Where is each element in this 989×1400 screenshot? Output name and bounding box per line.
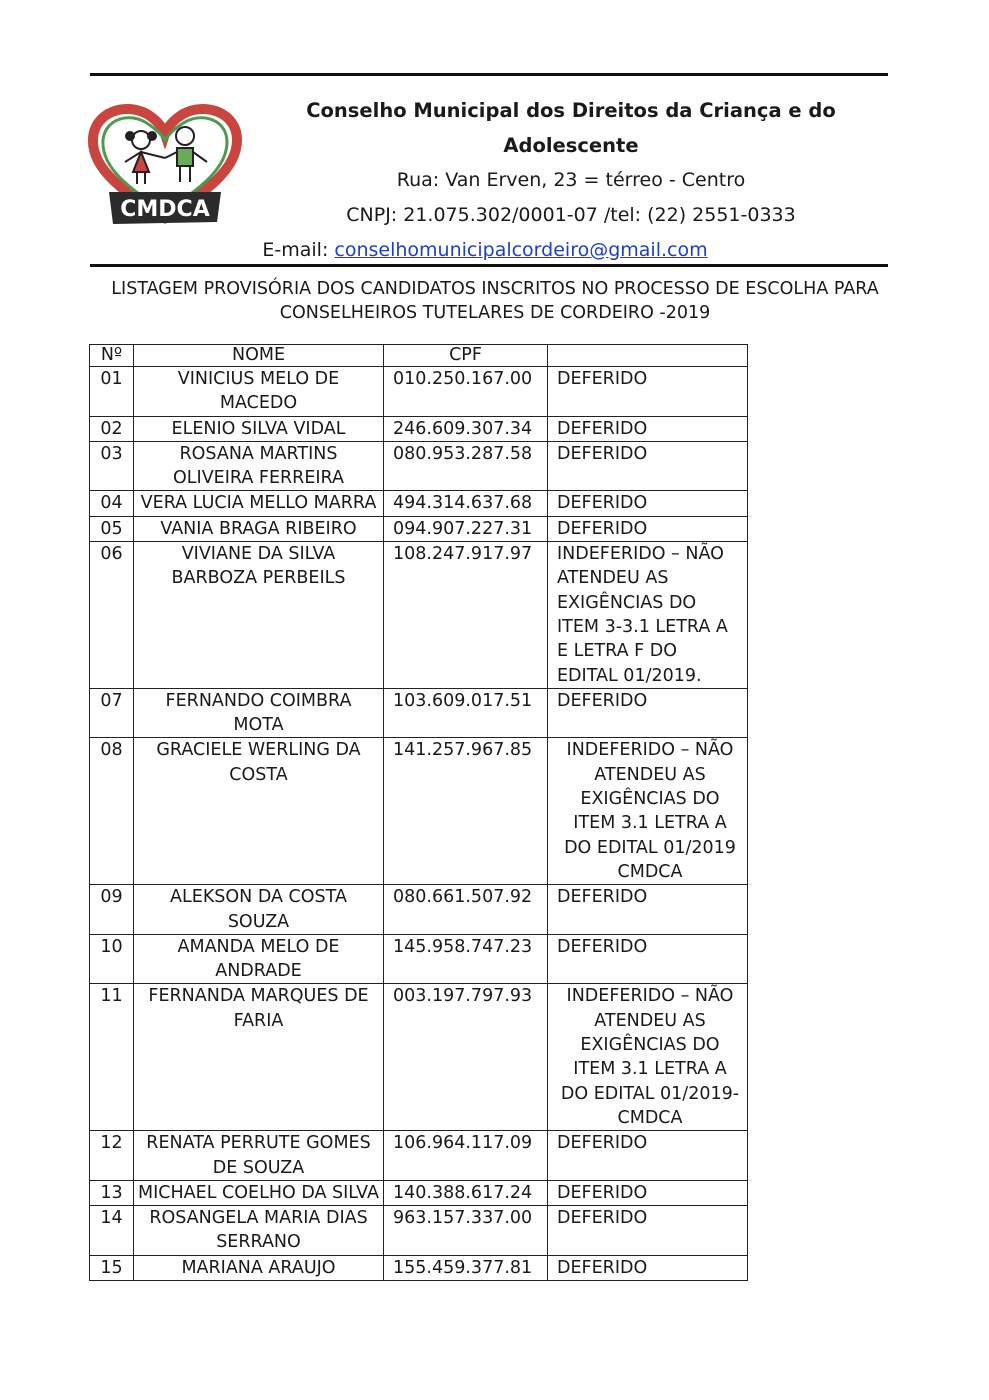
org-name-line1: Conselho Municipal dos Direitos da Criança e do: [306, 99, 836, 122]
org-address: Rua: Van Erven, 23 = térreo - Centro: [396, 169, 746, 191]
row-name: AMANDA MELO DE ANDRADE: [134, 934, 384, 984]
table-row: [90, 934, 748, 984]
row-status: DEFERIDO: [548, 934, 748, 984]
row-name: ELENIO SILVA VIDAL: [134, 416, 384, 441]
row-cpf: 103.609.017.51: [384, 688, 548, 738]
table-header-row: [90, 345, 748, 367]
table-row: [90, 738, 748, 885]
row-cpf: 080.661.507.92: [384, 885, 548, 935]
row-status: DEFERIDO: [548, 885, 748, 935]
row-num: 07: [90, 688, 134, 738]
row-status: INDEFERIDO – NÃO ATENDEU AS EXIGÊNCIAS DO ITEM 3.1 LETRA A DO EDITAL 01/2019- CMDCA: [548, 984, 748, 1131]
row-cpf: 080.953.287.58: [384, 441, 548, 491]
row-cpf: 010.250.167.00: [384, 367, 548, 417]
table-row: [90, 516, 748, 541]
row-num: 04: [90, 491, 134, 516]
org-cnpj-phone: CNPJ: 21.075.302/0001-07 /tel: (22) 2551-0333: [346, 204, 796, 226]
row-status: DEFERIDO: [548, 1255, 748, 1280]
row-status: DEFERIDO: [548, 1206, 748, 1256]
row-cpf: 963.157.337.00: [384, 1206, 548, 1256]
row-cpf: 145.958.747.23: [384, 934, 548, 984]
table-row: [90, 441, 748, 491]
table-row: [90, 416, 748, 441]
header-cpf: CPF: [384, 345, 548, 367]
row-num: 06: [90, 542, 134, 689]
table-row: [90, 688, 748, 738]
row-cpf: 108.247.917.97: [384, 542, 548, 689]
row-name: ROSANGELA MARIA DIAS SERRANO: [134, 1206, 384, 1256]
table-row: [90, 542, 748, 689]
row-name: FERNANDA MARQUES DE FARIA: [134, 984, 384, 1131]
row-name: MICHAEL COELHO DA SILVA: [134, 1180, 384, 1205]
table-row: [90, 1180, 748, 1205]
boy-figure-icon: [165, 127, 207, 182]
list-title-line2: CONSELHEIROS TUTELARES DE CORDEIRO -2019: [279, 303, 711, 323]
row-name: ROSANA MARTINS OLIVEIRA FERREIRA: [134, 441, 384, 491]
email-link[interactable]: conselhomunicipalcordeiro@gmail.com: [334, 239, 708, 261]
header-status: [548, 345, 748, 367]
row-name: FERNANDO COIMBRA MOTA: [134, 688, 384, 738]
header-top-rule: [90, 73, 888, 76]
row-num: 01: [90, 367, 134, 417]
row-status: INDEFERIDO – NÃO ATENDEU AS EXIGÊNCIAS DO ITEM 3.1 LETRA A DO EDITAL 01/2019 CMDCA: [548, 738, 748, 885]
row-name: ALEKSON DA COSTA SOUZA: [134, 885, 384, 935]
email-label: E-mail:: [262, 239, 335, 261]
row-status: DEFERIDO: [548, 367, 748, 417]
row-cpf: 155.459.377.81: [384, 1255, 548, 1280]
header-bottom-rule: [90, 264, 888, 267]
row-status: DEFERIDO: [548, 441, 748, 491]
table-row: [90, 984, 748, 1131]
row-cpf: 494.314.637.68: [384, 491, 548, 516]
row-num: 02: [90, 416, 134, 441]
row-status: DEFERIDO: [548, 1131, 748, 1181]
row-num: 03: [90, 441, 134, 491]
row-cpf: 141.257.967.85: [384, 738, 548, 885]
row-status: DEFERIDO: [548, 688, 748, 738]
row-num: 05: [90, 516, 134, 541]
table-row: [90, 1255, 748, 1280]
row-cpf: 094.907.227.31: [384, 516, 548, 541]
header-name: NOME: [134, 345, 384, 367]
row-name: RENATA PERRUTE GOMES DE SOUZA: [134, 1131, 384, 1181]
row-status: DEFERIDO: [548, 416, 748, 441]
row-cpf: 003.197.797.93: [384, 984, 548, 1131]
table-row: [90, 491, 748, 516]
row-name: VERA LUCIA MELLO MARRA: [134, 491, 384, 516]
row-num: 11: [90, 984, 134, 1131]
row-status: DEFERIDO: [548, 1180, 748, 1205]
table-row: [90, 367, 748, 417]
row-num: 10: [90, 934, 134, 984]
girl-figure-icon: [125, 131, 165, 184]
email-line: [150, 239, 820, 261]
cmdca-logo: [85, 100, 245, 230]
table-row: [90, 885, 748, 935]
list-title-line1: LISTAGEM PROVISÓRIA DOS CANDIDATOS INSCRITOS NO PROCESSO DE ESCOLHA PARA: [111, 279, 879, 299]
row-name: VIVIANE DA SILVA BARBOZA PERBEILS: [134, 542, 384, 689]
row-cpf: 106.964.117.09: [384, 1131, 548, 1181]
row-num: 12: [90, 1131, 134, 1181]
row-name: MARIANA ARAUJO: [134, 1255, 384, 1280]
row-num: 09: [90, 885, 134, 935]
logo-text: CMDCA: [120, 197, 210, 222]
row-cpf: 246.609.307.34: [384, 416, 548, 441]
row-status: INDEFERIDO – NÃO ATENDEU AS EXIGÊNCIAS DO ITEM 3-3.1 LETRA A E LETRA F DO EDITAL 01/2019.: [548, 542, 748, 689]
row-status: DEFERIDO: [548, 516, 748, 541]
row-num: 14: [90, 1206, 134, 1256]
row-num: 15: [90, 1255, 134, 1280]
row-num: 08: [90, 738, 134, 885]
candidates-table: [89, 344, 748, 1281]
table-row: [90, 1206, 748, 1256]
row-cpf: 140.388.617.24: [384, 1180, 548, 1205]
row-name: VINICIUS MELO DE MACEDO: [134, 367, 384, 417]
row-name: GRACIELE WERLING DA COSTA: [134, 738, 384, 885]
row-status: DEFERIDO: [548, 491, 748, 516]
row-name: VANIA BRAGA RIBEIRO: [134, 516, 384, 541]
header-num: Nº: [90, 345, 134, 367]
row-num: 13: [90, 1180, 134, 1205]
table-row: [90, 1131, 748, 1181]
org-name-line2: Adolescente: [503, 134, 639, 157]
